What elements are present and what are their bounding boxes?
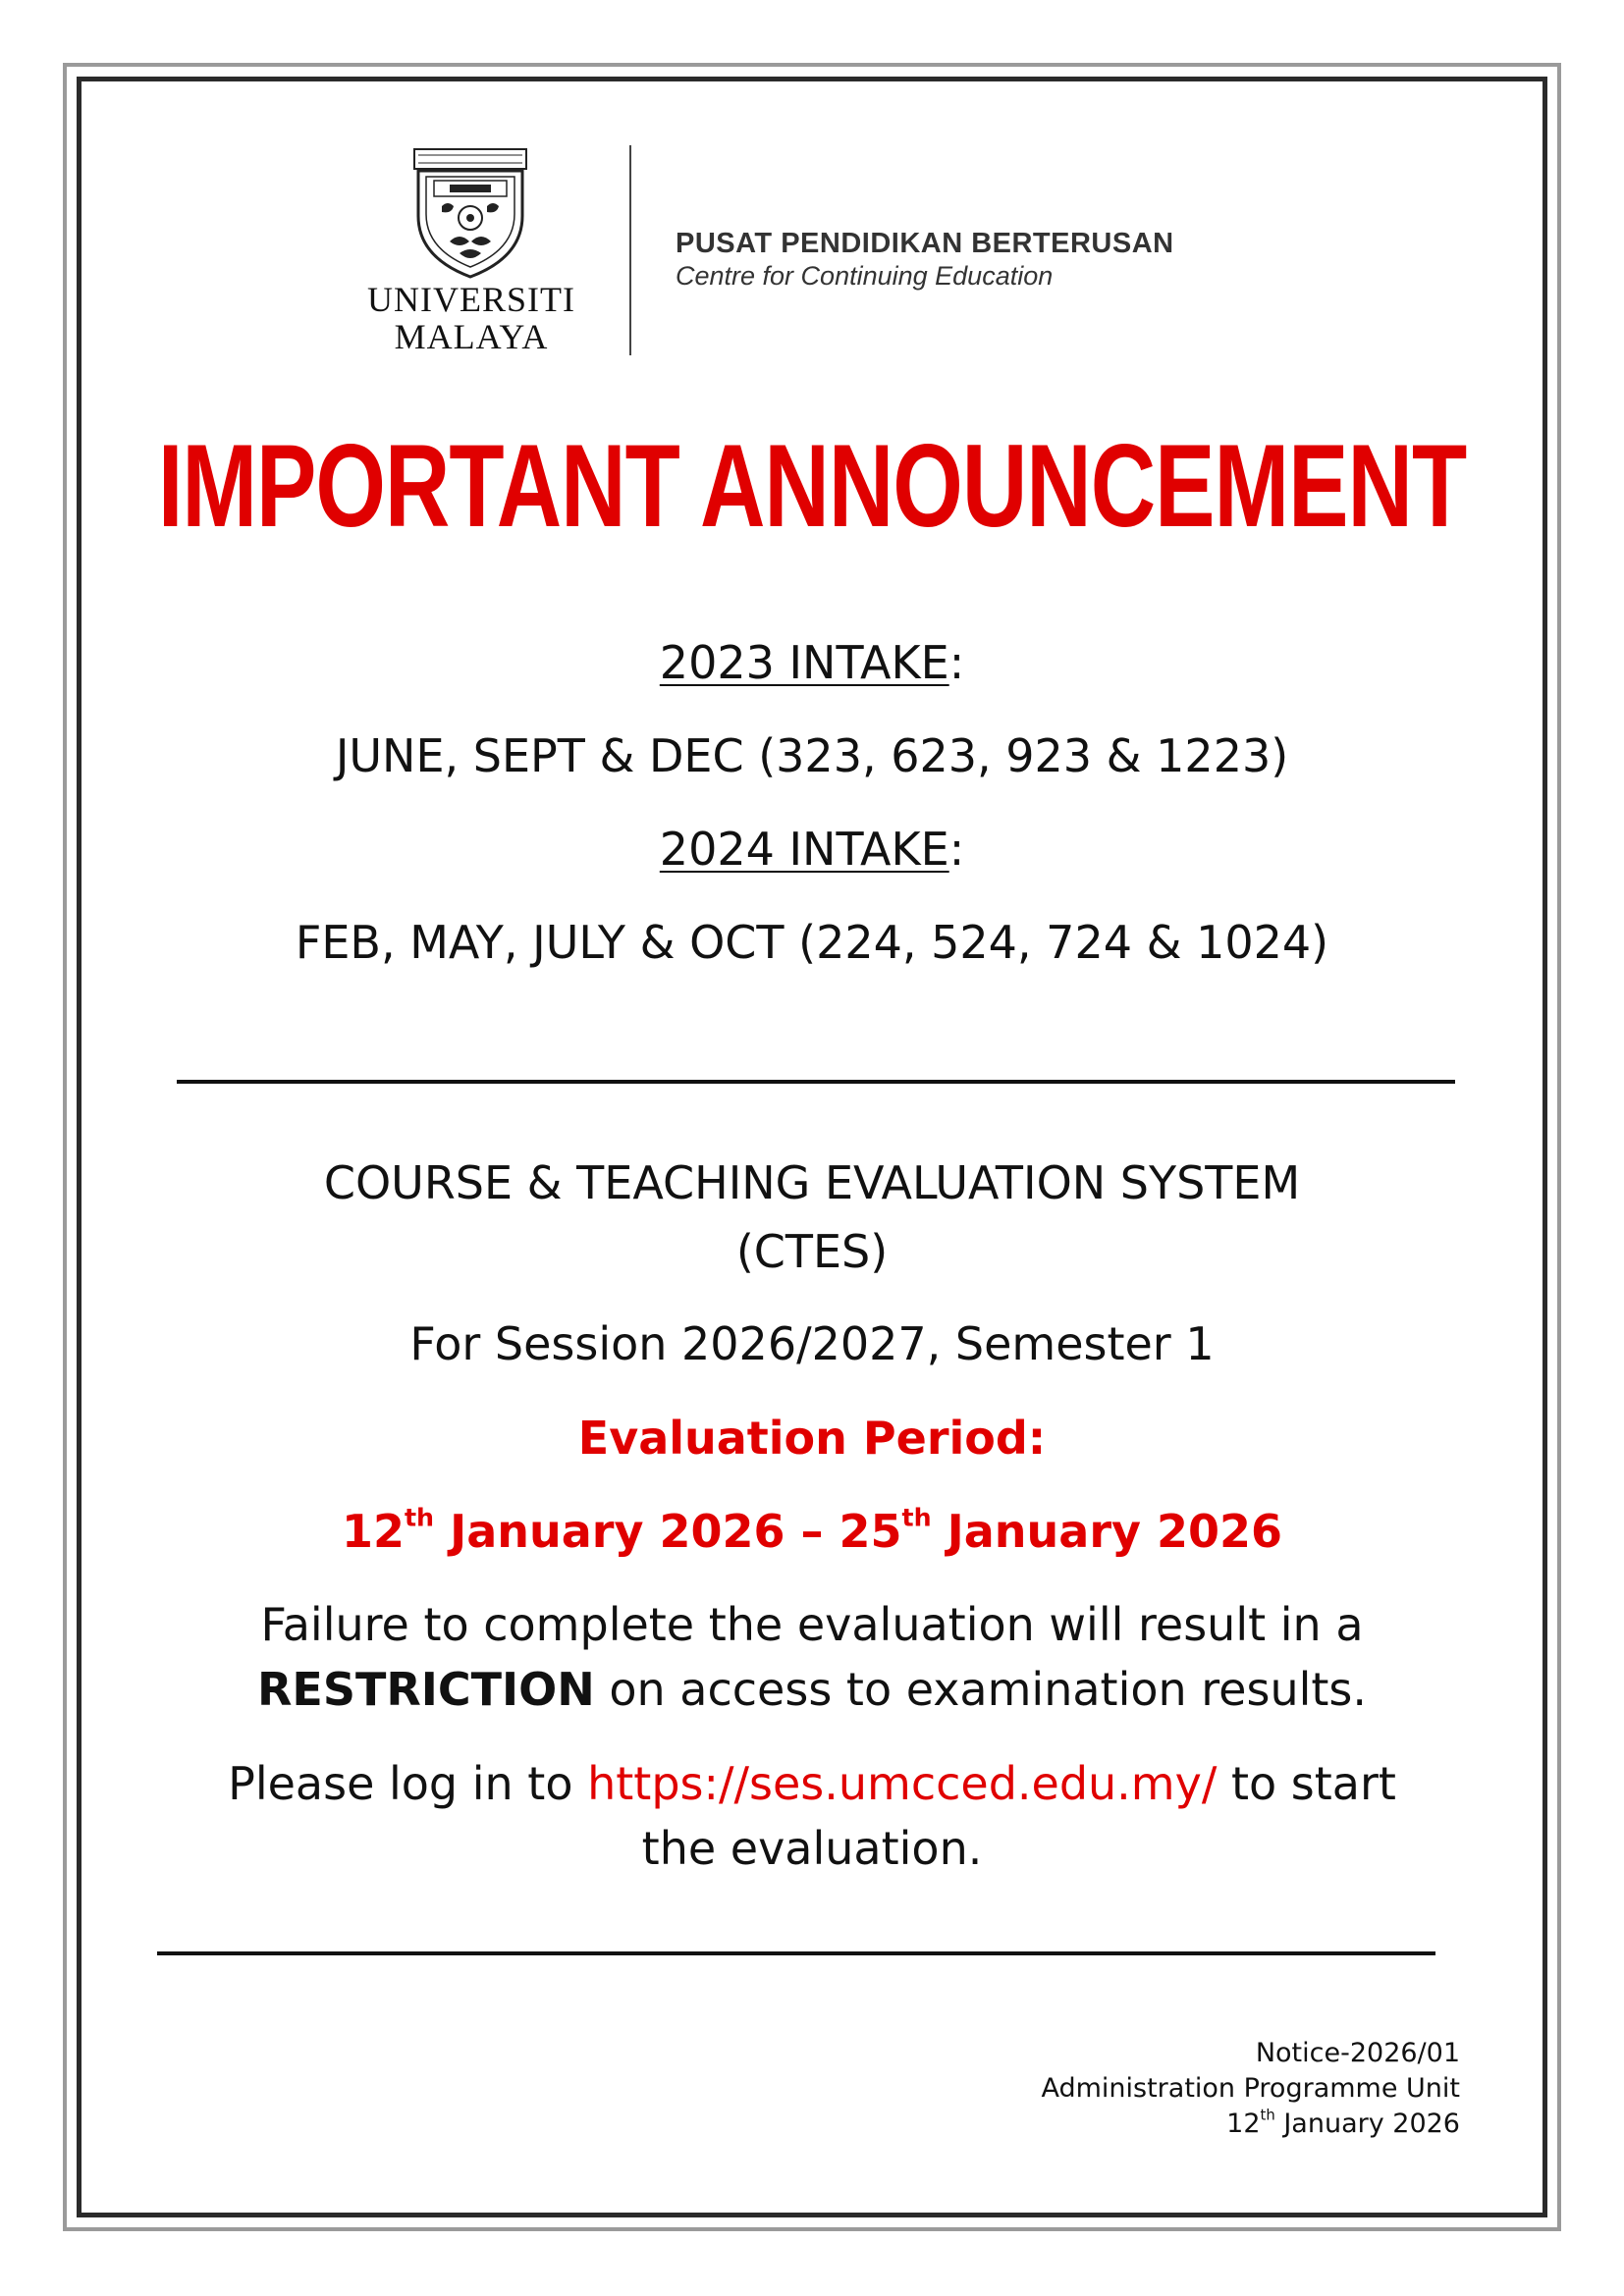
section-divider-top xyxy=(177,1080,1455,1084)
issuing-unit: Administration Programme Unit xyxy=(1041,2073,1460,2104)
notice-date-rest: January 2026 xyxy=(1274,2109,1460,2139)
intake-2024-label: 2024 INTAKE xyxy=(659,823,949,876)
start-month-year: January 2026 – xyxy=(434,1505,839,1558)
notice-date-day: 12 xyxy=(1226,2109,1261,2139)
start-day: 12 xyxy=(341,1505,405,1558)
centre-name: PUSAT PENDIDIKAN BERTERUSAN xyxy=(676,228,1174,259)
university-name xyxy=(344,281,599,355)
intake-2023-label: 2023 INTAKE xyxy=(659,636,949,689)
section-divider-bottom xyxy=(157,1951,1435,1955)
university-name-line1: UNIVERSITI xyxy=(367,280,575,319)
intake-2024-colon: : xyxy=(948,823,965,876)
session-info: For Session 2026/2027, Semester 1 xyxy=(409,1317,1215,1370)
start-day-suffix: th xyxy=(404,1503,435,1532)
intake-2024-details: FEB, MAY, JULY & OCT (224, 524, 724 & 1024) xyxy=(295,916,1329,969)
university-crest-icon xyxy=(412,147,528,281)
warning-line2 xyxy=(118,1663,1506,1716)
notice-number: Notice-2026/01 xyxy=(1255,2038,1460,2068)
notice-date-suffix: th xyxy=(1260,2106,1275,2124)
intake-2024-heading xyxy=(118,823,1506,876)
page-border-inner xyxy=(77,77,1547,2217)
intake-2023-heading xyxy=(118,636,1506,689)
end-month-year: January 2026 xyxy=(931,1505,1283,1558)
logo-divider xyxy=(629,145,631,355)
system-title-line1: COURSE & TEACHING EVALUATION SYSTEM xyxy=(323,1156,1301,1209)
intake-2023-details: JUNE, SEPT & DEC (323, 623, 923 & 1223) xyxy=(335,729,1289,782)
intake-2023-colon: : xyxy=(948,636,965,689)
announcement-headline: IMPORTANT ANNOUNCEMENT xyxy=(157,421,1467,552)
centre-name-english: Centre for Continuing Education xyxy=(676,261,1054,291)
warning-line2-rest: on access to examination results. xyxy=(594,1663,1368,1716)
warning-line1: Failure to complete the evaluation will result in a xyxy=(260,1598,1364,1651)
login-suffix: to start xyxy=(1217,1757,1396,1810)
login-prefix: Please log in to xyxy=(228,1757,588,1810)
evaluation-period-dates xyxy=(118,1505,1506,1558)
login-line2: the evaluation. xyxy=(641,1822,983,1875)
end-day: 25 xyxy=(839,1505,902,1558)
restriction-text: RESTRICTION xyxy=(256,1663,595,1716)
notice-date xyxy=(1226,2106,1460,2139)
evaluation-period-heading: Evaluation Period: xyxy=(577,1412,1047,1465)
evaluation-link[interactable]: https://ses.umcced.edu.my/ xyxy=(587,1757,1218,1810)
end-day-suffix: th xyxy=(901,1503,932,1532)
university-name-line2: MALAYA xyxy=(394,317,549,356)
system-title-line2: (CTES) xyxy=(735,1225,889,1278)
login-line1 xyxy=(118,1757,1506,1810)
